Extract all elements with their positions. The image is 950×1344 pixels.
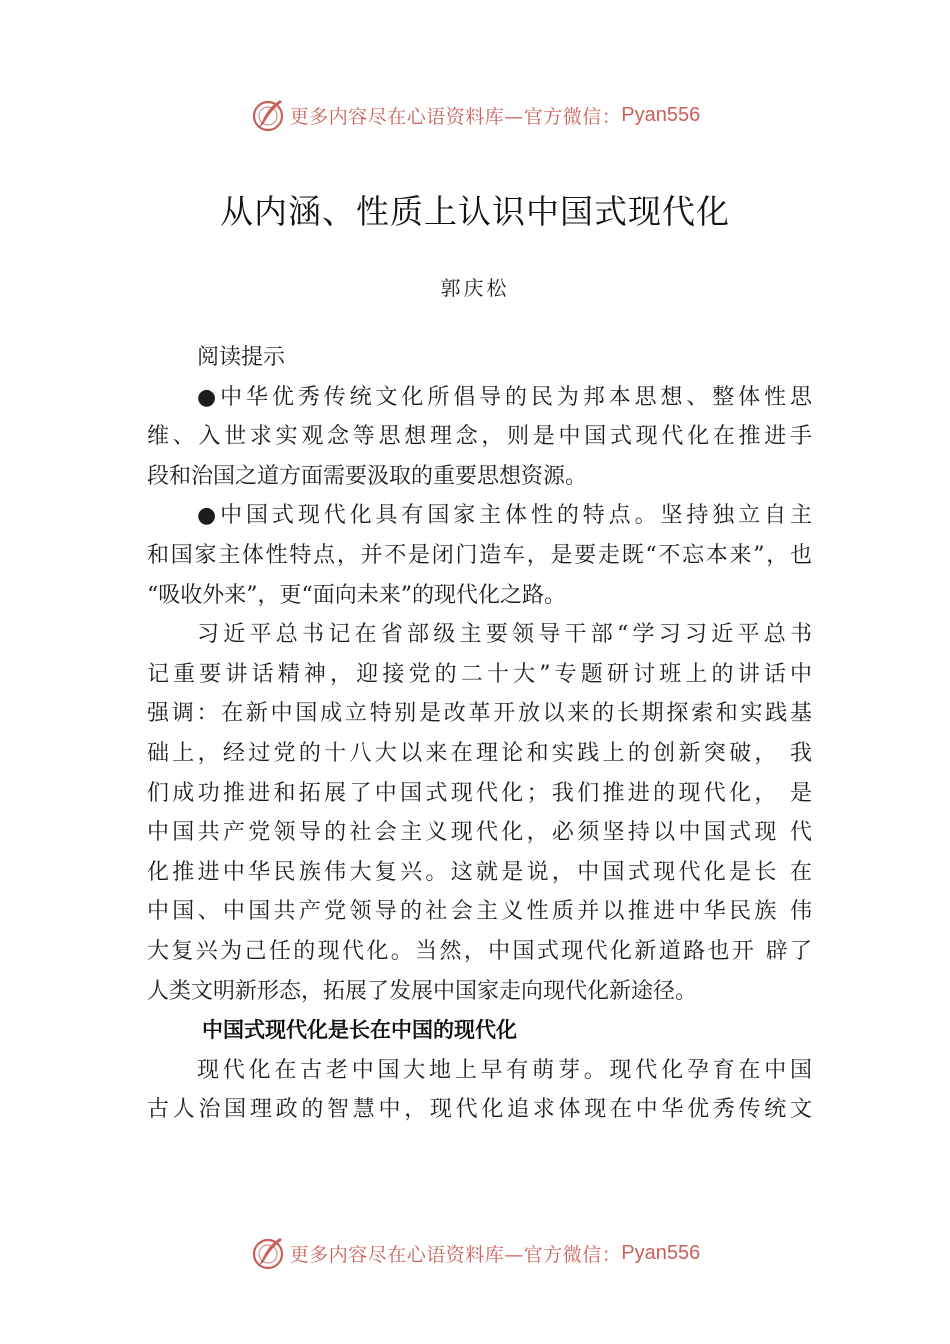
text-line: 习近平总书记在省部级主要领导干部“学习习近平总书 [197,622,812,648]
text-line: 中国、中国共产党领导的社会主义性质并以推进中华民族 伟 [147,899,812,925]
text-line: 维、入世求实观念等思想理念，则是中国式现代化在推进手 [147,424,812,450]
text-line: 现代化在古老中国大地上早有萌芽。现代化孕育在中国 [197,1057,812,1083]
text-line: 础上，经过党的十八大以来在理论和实践上的创新突破， 我 [147,740,812,766]
quill-pen-logo-icon [250,1235,286,1271]
text-line: 记重要讲话精神，迎接党的二十大”专题研讨班上的讲话中 [147,661,812,687]
text-line: 人类文明新形态，拓展了发展中国家走向现代化新途径。 [147,978,698,1004]
text-line: 强调：在新中国成立特别是改革开放以来的长期探索和实践基 [147,701,812,727]
article-title: 从内涵、性质上认识中国式现代化 [220,192,730,231]
quill-pen-logo-icon [250,97,286,133]
text-line: 段和治国之道方面需要汲取的重要思想资源。 [147,463,588,489]
text-line: 中国共产党领导的社会主义现代化，必须坚持以中国式现 代 [147,820,812,846]
banner-wechat-id: Pyan556 [621,103,701,126]
text-line: 古人治国理政的智慧中，现代化追求体现在中华优秀传统文 [147,1097,812,1123]
text-line: 化推进中华民族伟大复兴。这就是说，中国式现代化是长 在 [147,859,812,885]
text-line: ●中国式现代化具有国家主体性的特点。坚持独立自主 [197,503,812,529]
banner-text: 更多内容尽在心语资料库—官方微信： [289,105,622,128]
article-body [147,338,812,1130]
text-line: 和国家主体性特点，并不是闭门造车，是要走既“不忘本来”，也 [147,542,812,568]
text-line: “吸收外来”，更“面向未来”的现代化之路。 [147,582,566,608]
article-author: 郭庆松 [440,276,510,300]
banner-wechat-id: Pyan556 [621,1241,701,1264]
reading-tip-label: 阅读提示 [197,345,286,370]
header-banner [0,95,950,135]
text-line: 们成功推进和拓展了中国式现代化；我们推进的现代化， 是 [147,780,812,806]
text-line: ●中华优秀传统文化所倡导的民为邦本思想、整体性思 [197,384,812,410]
section-heading: 中国式现代化是长在中国的现代化 [202,1018,517,1043]
banner-text: 更多内容尽在心语资料库—官方微信： [289,1243,622,1266]
text-line: 大复兴为己任的现代化。当然，中国式现代化新道路也开 辟了 [147,938,812,964]
footer-banner [0,1233,950,1273]
